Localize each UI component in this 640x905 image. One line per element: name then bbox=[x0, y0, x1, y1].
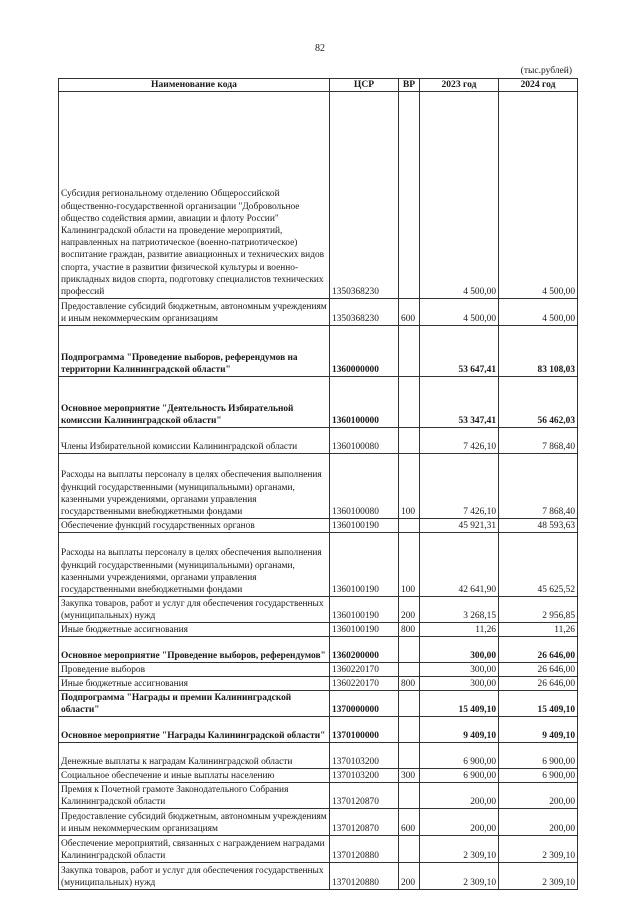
row-2023-cell: 2 309,10 bbox=[420, 863, 499, 890]
row-csr-cell: 1370103200 bbox=[330, 769, 399, 783]
row-2023-cell: 6 900,00 bbox=[420, 769, 499, 783]
row-csr-cell: 1370100000 bbox=[330, 717, 399, 743]
row-vr-cell: 600 bbox=[399, 299, 420, 326]
row-2024-cell: 11,26 bbox=[499, 623, 578, 637]
table-row bbox=[59, 92, 578, 299]
row-name-cell: Основное мероприятие "Награды Калининградской области" bbox=[59, 717, 330, 743]
row-2023-cell: 200,00 bbox=[420, 783, 499, 809]
row-vr-cell bbox=[399, 743, 420, 769]
row-2024-cell: 83 108,03 bbox=[499, 326, 578, 377]
row-2023-cell: 9 409,10 bbox=[420, 717, 499, 743]
row-name-cell: Обеспечение функций государственных органов bbox=[59, 519, 330, 533]
row-2023-cell: 300,00 bbox=[420, 677, 499, 691]
row-2023-cell: 4 500,00 bbox=[420, 299, 499, 326]
table-row bbox=[59, 769, 578, 783]
table-row bbox=[59, 519, 578, 533]
row-name-cell: Расходы на выплаты персоналу в целях обеспечения выполнения функций государственными (муниципальными) органами, казенными учреждениями, органами управления государственными внебюджетными фондами bbox=[59, 454, 330, 519]
row-2023-cell: 45 921,31 bbox=[420, 519, 499, 533]
column-header-csr: ЦСР bbox=[330, 79, 399, 92]
row-vr-cell bbox=[399, 637, 420, 663]
row-csr-cell: 1370120880 bbox=[330, 836, 399, 863]
row-2024-cell: 4 500,00 bbox=[499, 92, 578, 299]
row-vr-cell: 100 bbox=[399, 454, 420, 519]
row-csr-cell: 1370120870 bbox=[330, 783, 399, 809]
row-csr-cell: 1360220170 bbox=[330, 663, 399, 677]
row-vr-cell bbox=[399, 326, 420, 377]
row-csr-cell: 1370120870 bbox=[330, 809, 399, 836]
row-csr-cell: 1360100190 bbox=[330, 623, 399, 637]
table-row bbox=[59, 299, 578, 326]
row-vr-cell: 200 bbox=[399, 863, 420, 890]
row-2024-cell: 4 500,00 bbox=[499, 299, 578, 326]
row-csr-cell: 1360100080 bbox=[330, 428, 399, 454]
row-2024-cell: 45 625,52 bbox=[499, 533, 578, 597]
row-2024-cell: 26 646,00 bbox=[499, 677, 578, 691]
row-name-cell: Премия к Почетной грамоте Законодательного Собрания Калининградской области bbox=[59, 783, 330, 809]
row-csr-cell: 1370000000 bbox=[330, 691, 399, 717]
table-row bbox=[59, 533, 578, 597]
row-2023-cell: 4 500,00 bbox=[420, 92, 499, 299]
row-vr-cell bbox=[399, 717, 420, 743]
row-name-cell: Члены Избирательной комиссии Калининградской области bbox=[59, 428, 330, 454]
row-csr-cell: 1360100190 bbox=[330, 533, 399, 597]
row-2023-cell: 300,00 bbox=[420, 663, 499, 677]
row-vr-cell: 800 bbox=[399, 623, 420, 637]
row-2023-cell: 300,00 bbox=[420, 637, 499, 663]
column-header-2024: 2024 год bbox=[499, 79, 578, 92]
table-row bbox=[59, 428, 578, 454]
row-csr-cell: 1350368230 bbox=[330, 299, 399, 326]
budget-table bbox=[58, 78, 578, 890]
row-csr-cell: 1360220170 bbox=[330, 677, 399, 691]
row-2023-cell: 7 426,10 bbox=[420, 454, 499, 519]
row-2024-cell: 7 868,40 bbox=[499, 428, 578, 454]
row-csr-cell: 1360200000 bbox=[330, 637, 399, 663]
row-2024-cell: 7 868,40 bbox=[499, 454, 578, 519]
row-2024-cell: 26 646,00 bbox=[499, 663, 578, 677]
row-2023-cell: 200,00 bbox=[420, 809, 499, 836]
row-vr-cell bbox=[399, 691, 420, 717]
column-header-name: Наименование кода bbox=[59, 79, 330, 92]
row-2024-cell: 56 462,03 bbox=[499, 377, 578, 428]
table-row bbox=[59, 597, 578, 623]
row-name-cell: Предоставление субсидий бюджетным, автономным учреждениям и иным некоммерческим организациям bbox=[59, 299, 330, 326]
table-row bbox=[59, 783, 578, 809]
row-name-cell: Подпрограмма "Награды и премии Калининградской области" bbox=[59, 691, 330, 717]
units-label: (тыс.рублей) bbox=[520, 66, 572, 76]
row-vr-cell bbox=[399, 783, 420, 809]
table-body bbox=[59, 92, 578, 890]
row-vr-cell bbox=[399, 428, 420, 454]
table-row bbox=[59, 637, 578, 663]
row-name-cell: Обеспечение мероприятий, связанных с награждением наградами Калининградской области bbox=[59, 836, 330, 863]
row-name-cell: Закупка товаров, работ и услуг для обеспечения государственных (муниципальных) нужд bbox=[59, 597, 330, 623]
row-csr-cell: 1360100190 bbox=[330, 519, 399, 533]
table-row bbox=[59, 691, 578, 717]
row-vr-cell bbox=[399, 519, 420, 533]
row-2023-cell: 15 409,10 bbox=[420, 691, 499, 717]
row-2023-cell: 53 347,41 bbox=[420, 377, 499, 428]
row-csr-cell: 1360100080 bbox=[330, 454, 399, 519]
table-row bbox=[59, 863, 578, 890]
row-2024-cell: 6 900,00 bbox=[499, 743, 578, 769]
row-name-cell: Субсидия региональному отделению Общероссийской общественно-государственной организации "Добровольное общество содействия армии, авиации и флоту России" Калининградской области на проведение мероприятий, направленных на патриотическое (военно-патриотическое) воспитание граждан, развитие авиационных и технических видов спорта, участие в развитии физической культуры и военно-прикладных видов спорта, подготовку специалистов технических профессий bbox=[59, 92, 330, 299]
row-2024-cell: 9 409,10 bbox=[499, 717, 578, 743]
row-csr-cell: 1360000000 bbox=[330, 326, 399, 377]
row-vr-cell: 600 bbox=[399, 809, 420, 836]
table-row bbox=[59, 454, 578, 519]
table-row bbox=[59, 743, 578, 769]
row-2024-cell: 48 593,63 bbox=[499, 519, 578, 533]
row-vr-cell: 300 bbox=[399, 769, 420, 783]
table-row bbox=[59, 623, 578, 637]
table-row bbox=[59, 836, 578, 863]
column-header-2023: 2023 год bbox=[420, 79, 499, 92]
row-2023-cell: 11,26 bbox=[420, 623, 499, 637]
row-vr-cell: 100 bbox=[399, 533, 420, 597]
row-name-cell: Основное мероприятие "Деятельность Избирательной комиссии Калининградской области" bbox=[59, 377, 330, 428]
row-name-cell: Проведение выборов bbox=[59, 663, 330, 677]
row-name-cell: Предоставление субсидий бюджетным, автономным учреждениям и иным некоммерческим организациям bbox=[59, 809, 330, 836]
row-vr-cell: 800 bbox=[399, 677, 420, 691]
row-2023-cell: 7 426,10 bbox=[420, 428, 499, 454]
row-name-cell: Иные бюджетные ассигнования bbox=[59, 623, 330, 637]
table-row bbox=[59, 677, 578, 691]
row-csr-cell: 1360100000 bbox=[330, 377, 399, 428]
table-row bbox=[59, 717, 578, 743]
table-row bbox=[59, 663, 578, 677]
table-row bbox=[59, 377, 578, 428]
row-vr-cell bbox=[399, 663, 420, 677]
row-name-cell: Расходы на выплаты персоналу в целях обеспечения выполнения функций государственными (муниципальными) органами, казенными учреждениями, органами управления государственными внебюджетными фондами bbox=[59, 533, 330, 597]
row-vr-cell bbox=[399, 377, 420, 428]
row-2024-cell: 6 900,00 bbox=[499, 769, 578, 783]
row-2024-cell: 2 309,10 bbox=[499, 863, 578, 890]
row-2023-cell: 6 900,00 bbox=[420, 743, 499, 769]
page-number: 82 bbox=[315, 43, 325, 54]
row-name-cell: Закупка товаров, работ и услуг для обеспечения государственных (муниципальных) нужд bbox=[59, 863, 330, 890]
row-2024-cell: 200,00 bbox=[499, 809, 578, 836]
row-2024-cell: 26 646,00 bbox=[499, 637, 578, 663]
row-2023-cell: 53 647,41 bbox=[420, 326, 499, 377]
row-2024-cell: 15 409,10 bbox=[499, 691, 578, 717]
row-csr-cell: 1370103200 bbox=[330, 743, 399, 769]
row-2024-cell: 2 309,10 bbox=[499, 836, 578, 863]
table-row bbox=[59, 326, 578, 377]
table-row bbox=[59, 809, 578, 836]
row-name-cell: Денежные выплаты к наградам Калининградской области bbox=[59, 743, 330, 769]
row-2023-cell: 42 641,90 bbox=[420, 533, 499, 597]
row-vr-cell: 200 bbox=[399, 597, 420, 623]
row-vr-cell bbox=[399, 92, 420, 299]
table-header-row bbox=[59, 79, 578, 92]
row-vr-cell bbox=[399, 836, 420, 863]
row-csr-cell: 1360100190 bbox=[330, 597, 399, 623]
row-2024-cell: 2 956,85 bbox=[499, 597, 578, 623]
row-2023-cell: 3 268,15 bbox=[420, 597, 499, 623]
row-2024-cell: 200,00 bbox=[499, 783, 578, 809]
column-header-vr: ВР bbox=[399, 79, 420, 92]
row-2023-cell: 2 309,10 bbox=[420, 836, 499, 863]
row-name-cell: Социальное обеспечение и иные выплаты населению bbox=[59, 769, 330, 783]
row-csr-cell: 1370120880 bbox=[330, 863, 399, 890]
row-name-cell: Основное мероприятие "Проведение выборов, референдумов" bbox=[59, 637, 330, 663]
row-name-cell: Иные бюджетные ассигнования bbox=[59, 677, 330, 691]
row-name-cell: Подпрограмма "Проведение выборов, референдумов на территории Калининградской области" bbox=[59, 326, 330, 377]
row-csr-cell: 1350368230 bbox=[330, 92, 399, 299]
